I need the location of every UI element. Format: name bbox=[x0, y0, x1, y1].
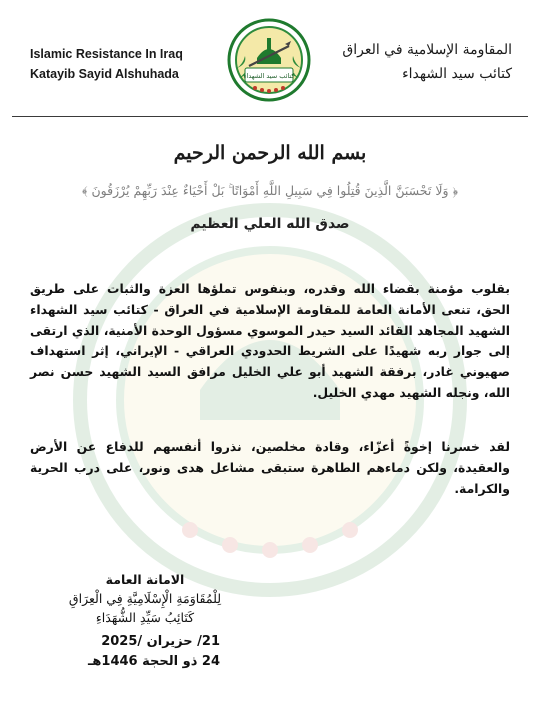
signature-line-1: الامانة العامة bbox=[105, 572, 185, 587]
condolence-paragraph-2: لقد خسرنا إخوةً أعزّاء، وقادة مخلصين، نذروا أنفسهم للدفاع عن الأرض والعقيدة، ولكن دماءهم الطاهرة ستبقى مشاعل هدى ونور، على درب الحرية والكرامة. bbox=[30, 439, 510, 496]
org-name-ar-line2: كتائب سيد الشهداء bbox=[402, 66, 512, 82]
org-name-en-line1: Islamic Resistance In Iraq bbox=[30, 47, 183, 61]
header-divider bbox=[12, 116, 528, 117]
basmala: بسم الله الرحمن الرحيم bbox=[173, 142, 367, 164]
gregorian-date: 21/ حزيران /2025 bbox=[101, 634, 220, 649]
logo-text: كتائب سيد الشهداء bbox=[243, 72, 295, 80]
signature-line-3: كَتَائِبُ سَيِّدِ الشُّهَدَاءِ bbox=[95, 610, 195, 625]
letterhead bbox=[0, 0, 540, 118]
quran-verse: ﴿ وَلَا تَحْسَبَنَّ الَّذِينَ قُتِلُوا فِي سَبِيلِ اللَّهِ أَمْوَاتًا ۚ بَلْ أَحْيَاءٌ عِنْدَ رَبِّهِمْ يُرْزَقُونَ ﴾ bbox=[81, 183, 459, 198]
organization-logo bbox=[227, 18, 311, 102]
verse-closing: صدق الله العلي العظيم bbox=[190, 216, 350, 232]
signature-block bbox=[30, 570, 260, 627]
org-name-english bbox=[30, 44, 230, 84]
org-name-ar-line1: المقاومة الإسلامية في العراق bbox=[342, 42, 512, 58]
date-block bbox=[60, 632, 220, 672]
org-name-en-line2: Katayib Sayid Alshuhada bbox=[30, 67, 179, 81]
hijri-date: 24 ذو الحجة 1446هـ bbox=[87, 654, 220, 669]
condolence-paragraph-1: بقلوب مؤمنة بقضاء الله وقدره، وبنفوس تملؤها العزة والثبات على طريق الحق، تنعى الأمانة العامة للمقاومة الإسلامية في العراق - كتائب سيد الشهداء الشهيد المجاهد القائد السيد حيدر الموسوي مسؤول الوحدة الأمنية، الذي ارتقى إلى جوار ربه شهيدًا على الشريط الحدودي العراقي - الإيراني، إثر استهداف صهيوني غادر، برفقة الشهيد أبو علي الخليل مرافق السيد الشهيد حسن نصر الله، ونجله الشهيد مهدي الخليل. bbox=[30, 281, 510, 400]
org-name-arabic bbox=[312, 38, 512, 86]
signature-line-2: لِلْمُقَاوَمَةِ الْإِسْلَامِيَّةِ فِي الْعِرَاقِ bbox=[68, 591, 222, 606]
